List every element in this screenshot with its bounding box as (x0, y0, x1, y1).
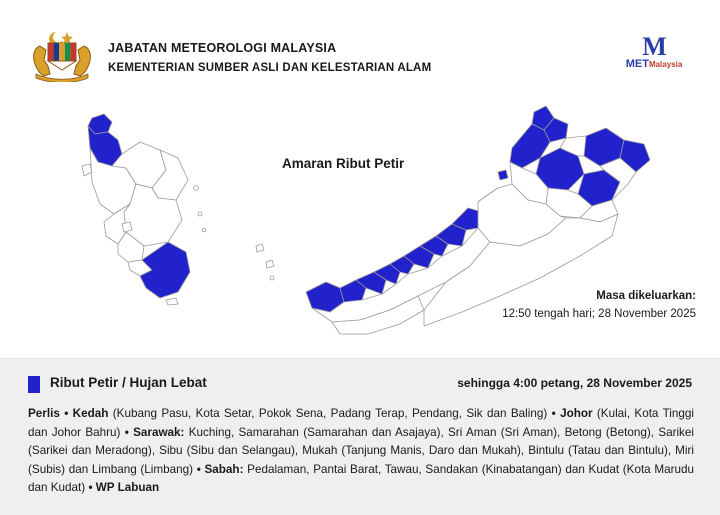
legend-label: Ribut Petir / Hujan Lebat (50, 375, 207, 390)
area-districts: Pedalaman, Pantai Barat, Tawau, Sandakan (Kinabatangan) dan Kudat (Kota Marudu dan Kudat) (28, 462, 694, 494)
agency-title-block (108, 40, 431, 76)
area-name: Sabah: (204, 462, 244, 476)
area-name: WP Labuan (95, 481, 160, 494)
malaysia-coat-of-arms-icon (26, 26, 98, 82)
met-malaysia-logo (610, 32, 698, 80)
met-logo-mark: M (642, 32, 666, 61)
legend-color-swatch (28, 376, 40, 393)
valid-until-text: sehingga 4:00 petang, 28 November 2025 (457, 376, 692, 390)
page-header (0, 0, 720, 96)
area-name: Perlis (28, 407, 60, 420)
issued-time-label: Masa dikeluarkan: (596, 290, 696, 302)
issued-time-value: 12:50 tengah hari; 28 November 2025 (502, 308, 696, 320)
area-name: Johor (560, 407, 593, 420)
area-districts: (Kulai, Kota Tinggi dan Johor Bahru) (28, 407, 694, 439)
area-districts: (Kubang Pasu, Kota Setar, Pokok Sena, Padang Terap, Pendang, Sik dan Baling) (108, 407, 552, 420)
warning-details-panel (0, 358, 720, 515)
map-area (0, 96, 720, 358)
agency-name-line1: JABATAN METEOROLOGI MALAYSIA (108, 41, 337, 55)
met-logo-subtext: Malaysia (648, 60, 683, 69)
area-name: • (88, 481, 96, 494)
met-logo-word (610, 58, 698, 71)
area-name: • (196, 462, 205, 476)
agency-name-line2: KEMENTERIAN SUMBER ASLI DAN KELESTARIAN ALAM (108, 62, 432, 74)
area-name: Kedah (72, 407, 109, 420)
area-name: • (124, 425, 134, 439)
legend-row (28, 375, 692, 395)
map-title: Amaran Ribut Petir (282, 156, 405, 171)
area-name: Sarawak: (133, 425, 185, 439)
area-name: • (551, 407, 561, 420)
met-logo-word-text: MET (625, 58, 649, 70)
affected-areas-text (28, 405, 694, 498)
issued-time-block (502, 288, 696, 322)
area-districts: Kuching, Samarahan (Samarahan dan Asajaya), Sri Aman (Sri Aman), Betong (Betong), Sarikei (Sarikei dan Meradong), Sibu (Sibu dan Selangau), Mukah (Tanjung Manis, Daro dan Mukah), Bintulu (Tatau dan Bintulu), Miri (Subis) dan Limbang (Limbang) (28, 425, 694, 476)
area-name: • (59, 407, 73, 420)
